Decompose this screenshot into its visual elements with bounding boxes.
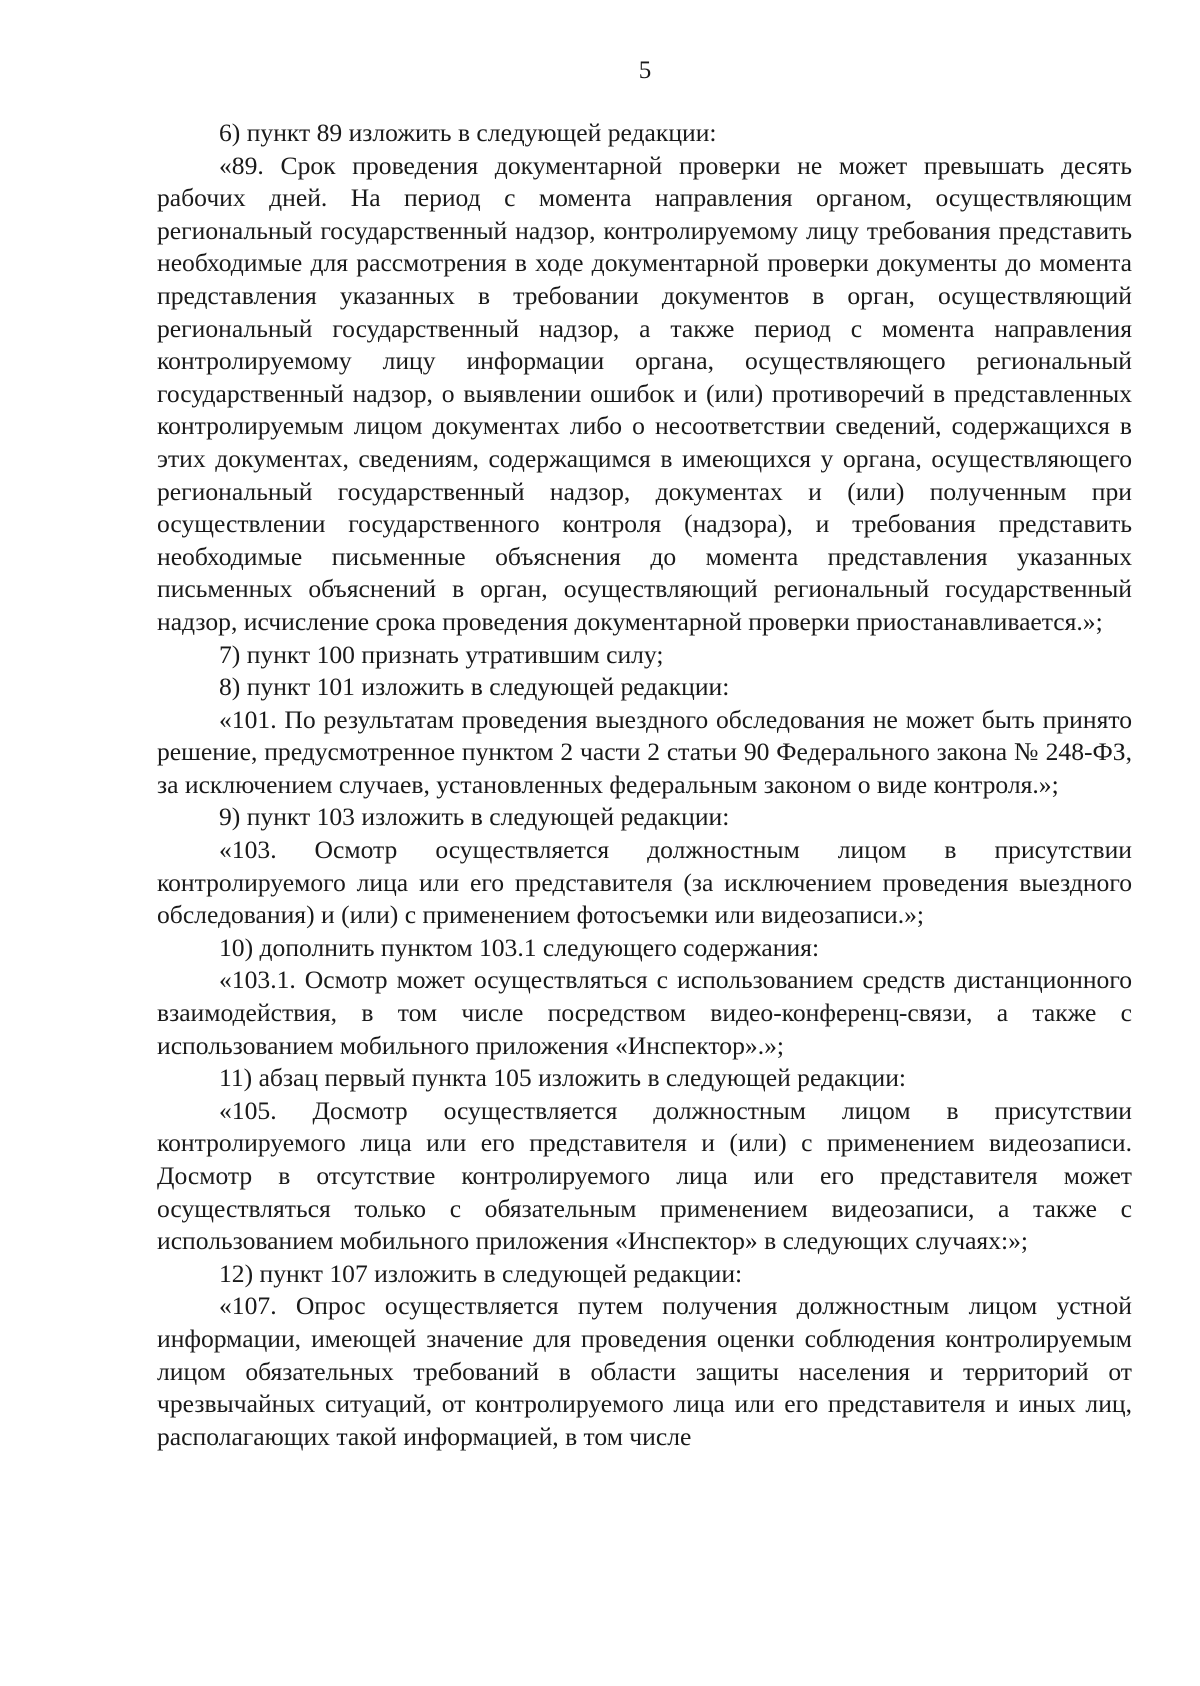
- paragraph-item-6-heading: 6) пункт 89 изложить в следующей редакции:: [219, 118, 717, 147]
- paragraph-clause-103: «103. Осмотр осуществляется должностным лицом в присутствии контролируемого лица или его представителя (за исключением проведения выездного обследования) и (или) с применением фотосъемки или видеозаписи.»;: [157, 835, 1132, 930]
- paragraph-item-11-heading: 11) абзац первый пункта 105 изложить в следующей редакции:: [219, 1063, 907, 1093]
- paragraph-clause-103-1: «103.1. Осмотр может осуществляться с использованием средств дистанционного взаимодействия, в том числе посредством видео-конференц-связи, а также с использованием мобильного приложения «Инспектор».»;: [157, 965, 1132, 1060]
- paragraph-clause-105: «105. Досмотр осуществляется должностным лицом в присутствии контролируемого лица или его представителя и (или) с применением видеозаписи. Досмотр в отсутствие контролируемого лица или его представителя может осуществляться только с обязательным применением видеозаписи, а также с использованием мобильного приложения «Инспектор» в следующих случаях:»;: [157, 1095, 1132, 1256]
- document-body: [157, 117, 1132, 1453]
- page-number: 5: [638, 57, 652, 84]
- paragraph-item-7: 7) пункт 100 признать утратившим силу;: [219, 639, 664, 669]
- paragraph-clause-101: «101. По результатам проведения выездного обследования не может быть принято решение, предусмотренное пунктом 2 части 2 статьи 90 Федерального закона № 248-ФЗ, за исключением случаев, установленных федеральным законом о виде контроля.»;: [157, 704, 1132, 799]
- paragraph-item-10-heading: 10) дополнить пунктом 103.1 следующего содержания:: [219, 932, 820, 962]
- paragraph-clause-107: «107. Опрос осуществляется путем получения должностным лицом устной информации, имеющей значение для проведения оценки соблюдения контролируемым лицом обязательных требований в области защиты населения и территорий от чрезвычайных ситуаций, от контролируемого лица или его представителя и иных лиц, располагающих такой информацией, в том числе: [157, 1291, 1132, 1451]
- paragraph-clause-89: «89. Срок проведения документарной проверки не может превышать десять рабочих дней. На период с момента направления органом, осуществляющим региональный государственный надзор, контролируемому лицу требования представить необходимые для рассмотрения в ходе документарной проверки документы до момента представления указанных в требовании документов в орган, осуществляющий региональный государственный надзор, а также период с момента направления контролируемому лицу информации органа, осуществляющего региональный государственный надзор, о выявлении ошибок и (или) противоречий в представленных контролируемым лицом документах либо о несоответствии сведений, содержащихся в этих документах, сведениям, содержащимся в имеющихся у органа, осуществляющего региональный государственный надзор, документах и (или) полученным при осуществлении государственного контроля (надзора), и требования представить необходимые письменные объяснения до момента представления указанных письменных объяснений в орган, осуществляющий региональный государственный надзор, исчисление срока проведения документарной проверки приостанавливается.»;: [157, 150, 1132, 636]
- paragraph-item-9-heading: 9) пункт 103 изложить в следующей редакции:: [219, 802, 730, 832]
- paragraph-item-8-heading: 8) пункт 101 изложить в следующей редакции:: [219, 672, 730, 702]
- paragraph-item-12-heading: 12) пункт 107 изложить в следующей редакции:: [219, 1258, 743, 1288]
